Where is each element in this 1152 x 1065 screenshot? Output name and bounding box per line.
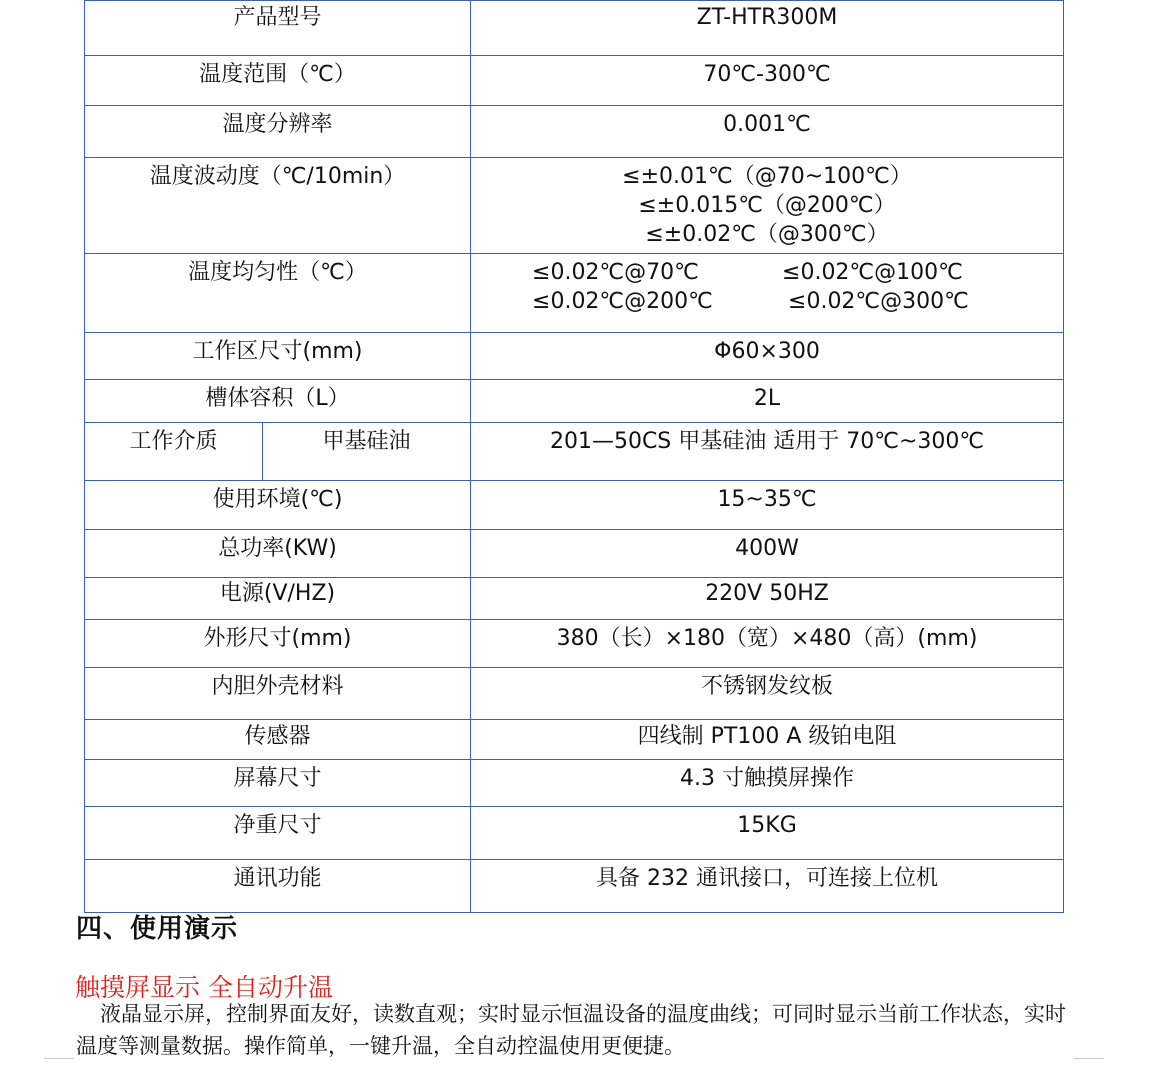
- row-value: 380（长）×180（宽）×480（高）(mm): [471, 620, 1064, 668]
- row-value: 15~35℃: [471, 481, 1064, 530]
- description-paragraph: 液晶显示屏，控制界面友好，读数直观；实时显示恒温设备的温度曲线；可同时显示当前工作状态，实时温度等测量数据。操作简单，一键升温，全自动控温使用更便捷。: [76, 1002, 1066, 1058]
- table-row: [85, 620, 1064, 668]
- table-row: [85, 760, 1064, 807]
- row-label: 内胆外壳材料: [85, 668, 471, 720]
- row-label: 屏幕尺寸: [85, 760, 471, 807]
- table-row: [85, 530, 1064, 578]
- row-value: 400W: [471, 530, 1064, 578]
- row-label: 槽体容积（L）: [85, 380, 471, 423]
- table-row: [85, 1, 1064, 56]
- row-value: 具备 232 通讯接口，可连接上位机: [471, 860, 1064, 913]
- row-value-grid: [471, 254, 1064, 333]
- row-value: 70℃-300℃: [471, 56, 1064, 106]
- row-sublabel: 甲基硅油: [263, 423, 471, 481]
- row-value: 不锈钢发纹板: [471, 668, 1064, 720]
- uniformity-value: ≤0.02℃@300℃: [788, 289, 969, 314]
- spec-table: [84, 0, 1064, 913]
- table-row: [85, 807, 1064, 860]
- uniformity-grid: [471, 258, 1063, 316]
- row-value: 220V 50HZ: [471, 578, 1064, 620]
- row-label: 通讯功能: [85, 860, 471, 913]
- fluctuation-line: ≤±0.02℃（@300℃）: [645, 222, 889, 247]
- row-label: 外形尺寸(mm): [85, 620, 471, 668]
- row-value: ZT-HTR300M: [471, 1, 1064, 56]
- row-label: 总功率(KW): [85, 530, 471, 578]
- row-label: 温度范围（℃）: [85, 56, 471, 106]
- uniformity-value: ≤0.02℃@100℃: [782, 260, 963, 285]
- row-label: 工作介质: [85, 423, 263, 481]
- row-label: 温度均匀性（℃）: [85, 254, 471, 333]
- uniformity-value: ≤0.02℃@70℃: [532, 260, 699, 285]
- row-value: 2L: [471, 380, 1064, 423]
- table-row: [85, 333, 1064, 380]
- table-row: [85, 423, 1064, 481]
- fluctuation-line: ≤±0.01℃（@70~100℃）: [622, 164, 912, 189]
- row-value: Φ60×300: [471, 333, 1064, 380]
- row-label: 工作区尺寸(mm): [85, 333, 471, 380]
- table-row: [85, 380, 1064, 423]
- table-row: [85, 860, 1064, 913]
- table-row: [85, 106, 1064, 158]
- table-row: [85, 578, 1064, 620]
- feature-subheading: 触摸屏显示 全自动升温: [75, 973, 333, 1002]
- table-row: [85, 158, 1064, 254]
- table-row: [85, 720, 1064, 760]
- row-label: 净重尺寸: [85, 807, 471, 860]
- row-value-multiline: [471, 158, 1064, 254]
- table-row: [85, 56, 1064, 106]
- table-row: [85, 254, 1064, 333]
- row-value: 四线制 PT100 A 级铂电阻: [471, 720, 1064, 760]
- section-heading: 四、使用演示: [76, 914, 239, 944]
- table-row: [85, 668, 1064, 720]
- fluctuation-line: ≤±0.015℃（@200℃）: [638, 193, 896, 218]
- row-label: 电源(V/HZ): [85, 578, 471, 620]
- row-label: 温度波动度（℃/10min）: [85, 158, 471, 254]
- row-value: 0.001℃: [471, 106, 1064, 158]
- row-label: 使用环境(℃): [85, 481, 471, 530]
- table-row: [85, 481, 1064, 530]
- row-label: 传感器: [85, 720, 471, 760]
- row-label: 产品型号: [85, 1, 471, 56]
- row-value: 4.3 寸触摸屏操作: [471, 760, 1064, 807]
- row-value: 201—50CS 甲基硅油 适用于 70℃~300℃: [471, 423, 1064, 481]
- uniformity-value: ≤0.02℃@200℃: [532, 289, 713, 314]
- row-value: 15KG: [471, 807, 1064, 860]
- row-label: 温度分辨率: [85, 106, 471, 158]
